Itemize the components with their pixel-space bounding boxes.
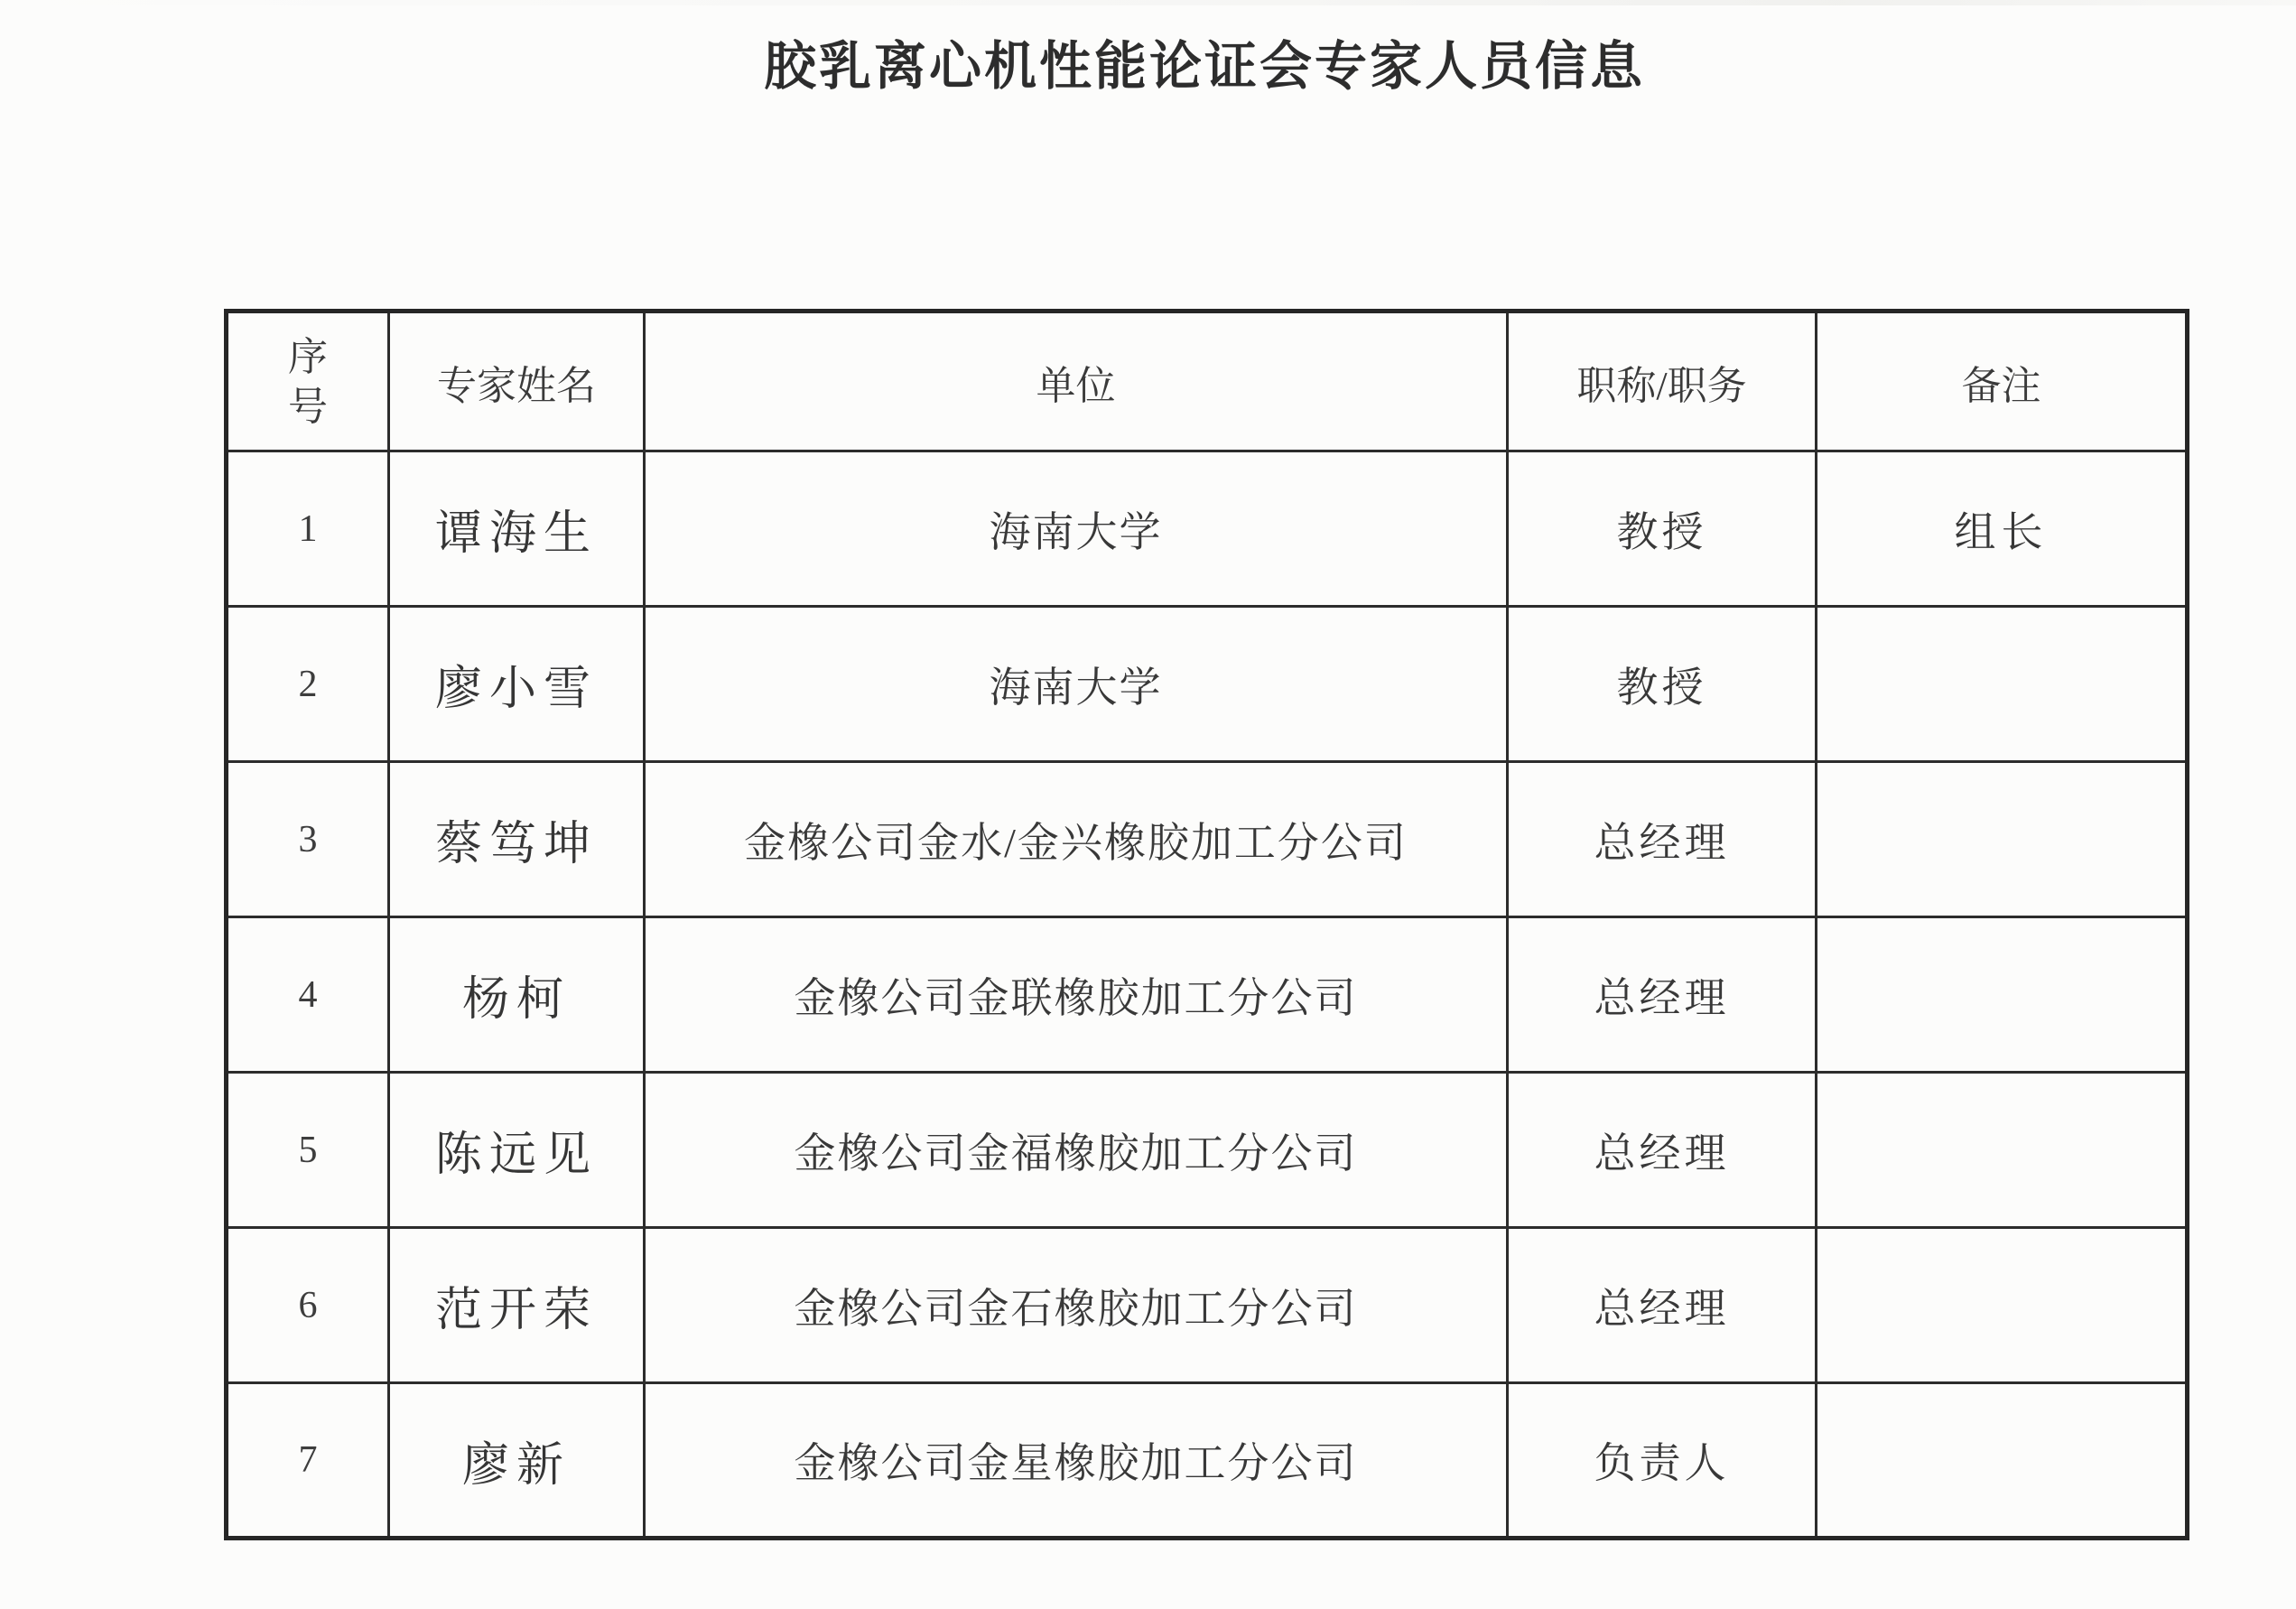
cell-unit: 金橡公司金联橡胶加工分公司 [645,917,1508,1073]
cell-job-title: 总经理 [1508,762,1817,917]
cell-note [1817,762,2188,917]
table-row [227,1228,2188,1383]
cell-unit: 海南大学 [645,607,1508,762]
page-title: 胶乳离心机性能论证会专家人员信息 [763,37,1645,96]
table-row [227,607,2188,762]
cell-expert-name: 蔡笃坤 [389,762,645,917]
expert-info-table [224,309,2189,1540]
cell-unit: 金橡公司金星橡胶加工分公司 [645,1383,1508,1539]
table-header-row [227,312,2188,451]
cell-job-title: 教授 [1508,607,1817,762]
cell-expert-name: 陈远见 [389,1073,645,1228]
column-header-note: 备注 [1817,312,2188,451]
cell-index: 7 [227,1383,389,1539]
column-header-title: 职称/职务 [1508,312,1817,451]
column-header-unit: 单位 [645,312,1508,451]
cell-index: 1 [227,451,389,607]
cell-index: 2 [227,607,389,762]
table-row [227,762,2188,917]
cell-job-title: 教授 [1508,451,1817,607]
cell-note [1817,917,2188,1073]
cell-unit: 金橡公司金石橡胶加工分公司 [645,1228,1508,1383]
column-header-index-label: 序号 [287,334,328,429]
cell-note [1817,607,2188,762]
scan-artifact-edge [0,0,2296,5]
cell-note [1817,1383,2188,1539]
cell-note [1817,1228,2188,1383]
cell-unit: 海南大学 [645,451,1508,607]
cell-expert-name: 谭海生 [389,451,645,607]
column-header-index [227,312,389,451]
cell-expert-name: 杨柯 [389,917,645,1073]
cell-note: 组长 [1817,451,2188,607]
cell-expert-name: 范开荣 [389,1228,645,1383]
table-row [227,1383,2188,1539]
table-row [227,917,2188,1073]
cell-job-title: 总经理 [1508,917,1817,1073]
cell-expert-name: 廖新 [389,1383,645,1539]
table-row [227,1073,2188,1228]
cell-unit: 金橡公司金福橡胶加工分公司 [645,1073,1508,1228]
cell-unit: 金橡公司金水/金兴橡胶加工分公司 [645,762,1508,917]
cell-index: 3 [227,762,389,917]
cell-index: 5 [227,1073,389,1228]
cell-job-title: 负责人 [1508,1383,1817,1539]
table-row [227,451,2188,607]
cell-note [1817,1073,2188,1228]
cell-job-title: 总经理 [1508,1073,1817,1228]
cell-job-title: 总经理 [1508,1228,1817,1383]
cell-index: 4 [227,917,389,1073]
column-header-name: 专家姓名 [389,312,645,451]
cell-index: 6 [227,1228,389,1383]
cell-expert-name: 廖小雪 [389,607,645,762]
